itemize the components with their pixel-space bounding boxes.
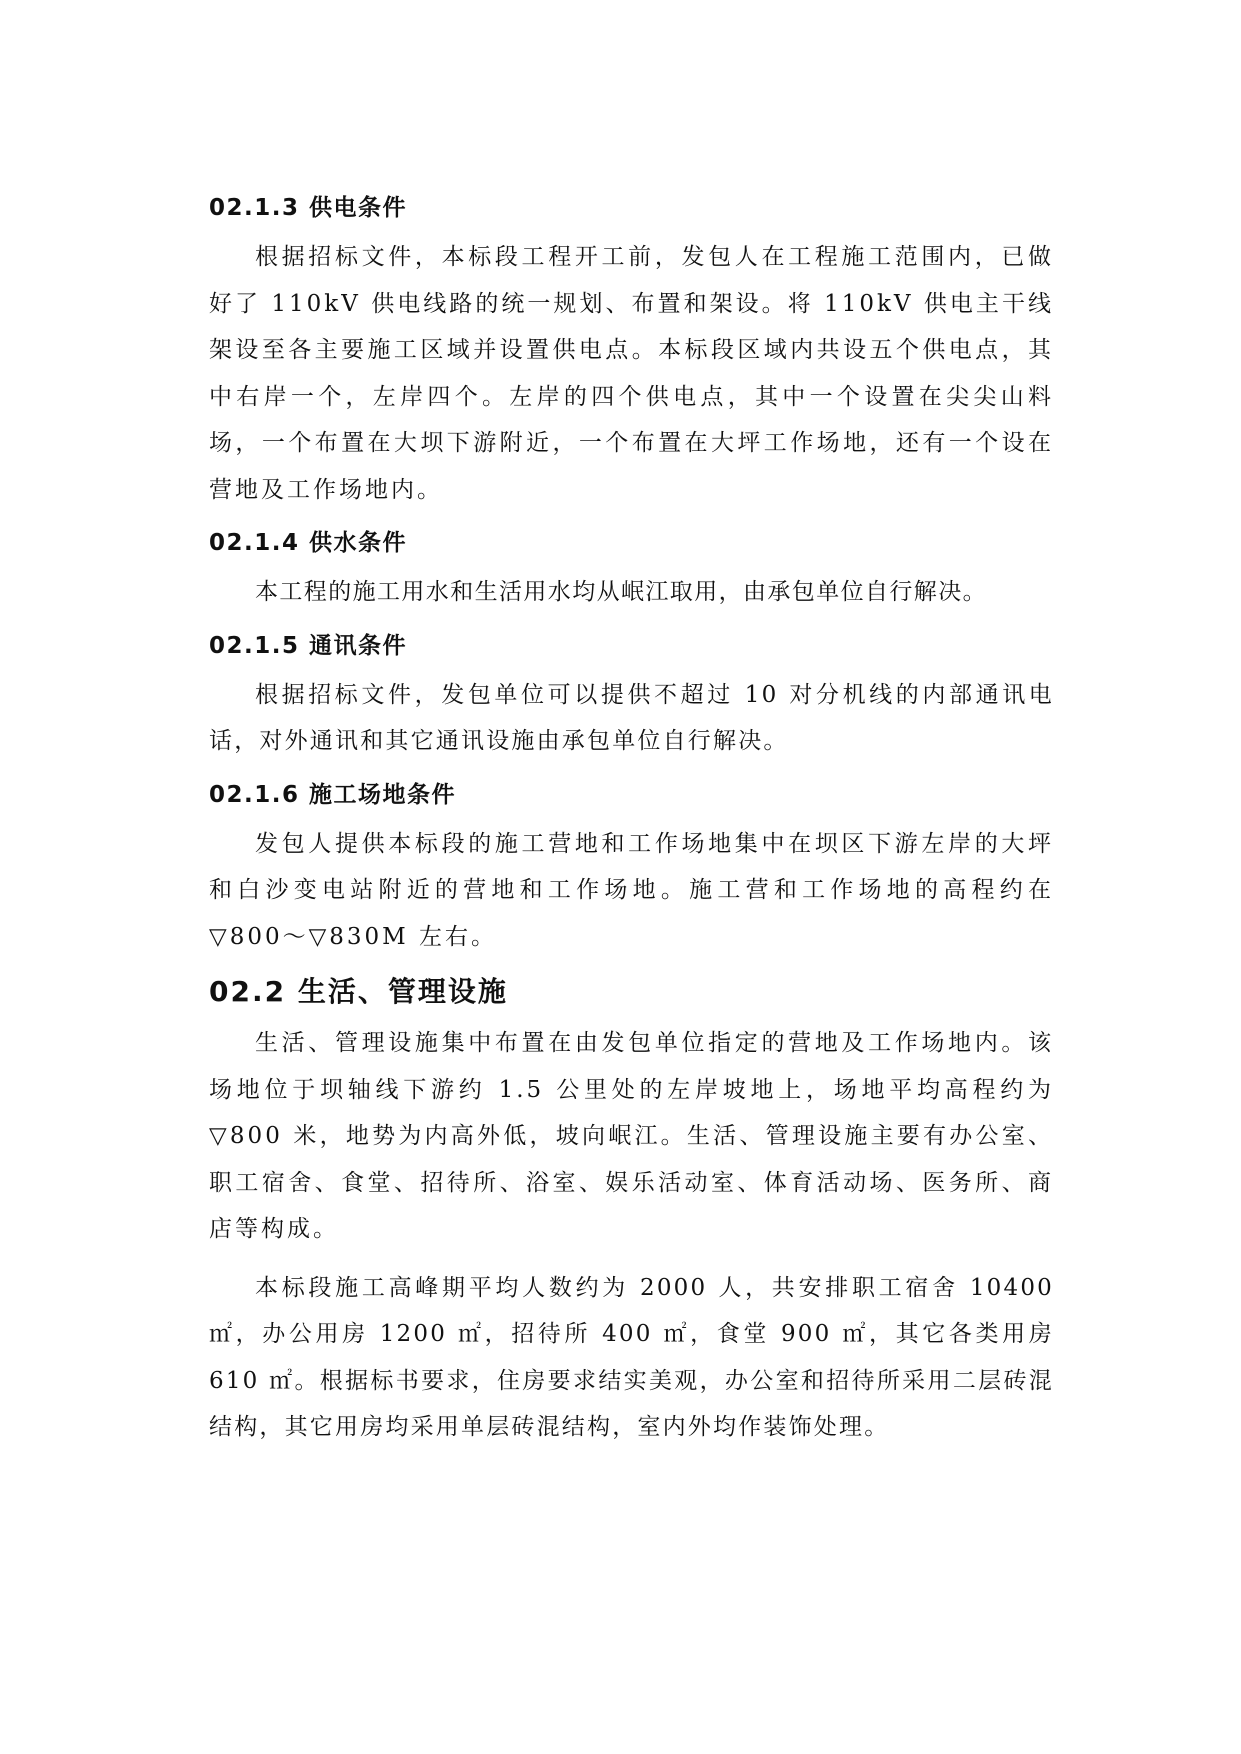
heading-site-conditions: 02.1.6 施工场地条件 xyxy=(209,781,456,808)
document-body xyxy=(209,190,1054,1463)
heading-power-supply: 02.1.3 供电条件 xyxy=(209,195,407,221)
paragraph-communication: 根据招标文件，发包单位可以提供不超过 10 对分机线的内部通讯电话，对外通讯和其它通讯设施由承包单位自行解决。 xyxy=(209,681,1054,754)
paragraph-facilities-staffing: 本标段施工高峰期平均人数约为 2000 人，共安排职工宿舍 10400㎡，办公用房 1200 ㎡，招待所 400 ㎡，食堂 900 ㎡，其它各类用房 610 ㎡。根据标书要求，住房要求结实美观，办公室和招待所采用二层砖混结构，其它用房均采用单层砖混结构，室内外均作装饰处理。 xyxy=(209,1274,1054,1440)
paragraph-facilities-layout: 生活、管理设施集中布置在由发包单位指定的营地及工作场地内。该场地位于坝轴线下游约 1.5 公里处的左岸坡地上，场地平均高程约为▽800 米，地势为内高外低，坡向岷江。生活、管理设施主要有办公室、职工宿舍、食堂、招待所、浴室、娱乐活动室、体育活动场、医务所、商店等构成。 xyxy=(209,1030,1054,1242)
heading-living-management-facilities: 02.2 生活、管理设施 xyxy=(209,975,508,1008)
paragraph-water-supply: 本工程的施工用水和生活用水均从岷江取用，由承包单位自行解决。 xyxy=(255,579,987,605)
paragraph-power-supply: 根据招标文件，本标段工程开工前，发包人在工程施工范围内，已做好了 110kV 供电线路的统一规划、布置和架设。将 110kV 供电主干线架设至各主要施工区域并设置供电点。本标段区域内共设五个供电点，其中右岸一个，左岸四个。左岸的四个供电点，其中一个设置在尖尖山料场，一个布置在大坝下游附近，一个布置在大坪工作场地，还有一个设在营地及工作场地内。 xyxy=(209,244,1054,503)
paragraph-site-conditions: 发包人提供本标段的施工营地和工作场地集中在坝区下游左岸的大坪和白沙变电站附近的营地和工作场地。施工营和工作场地的高程约在▽800～▽830M 左右。 xyxy=(209,830,1054,950)
heading-communication: 02.1.5 通讯条件 xyxy=(209,632,407,659)
heading-water-supply: 02.1.4 供水条件 xyxy=(209,530,407,556)
